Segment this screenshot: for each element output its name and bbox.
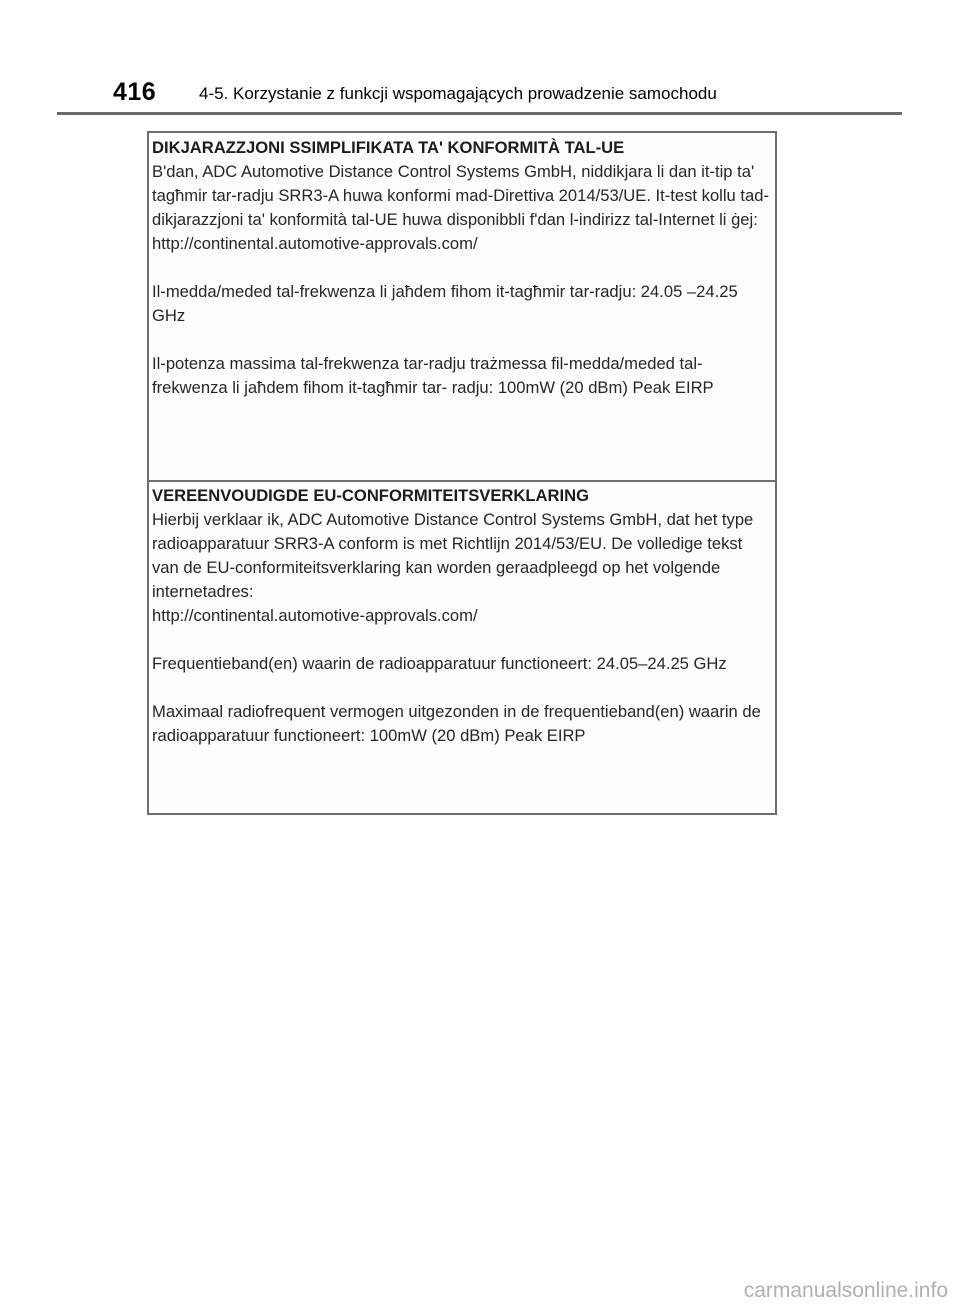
maltese-url-paragraph bbox=[152, 232, 769, 256]
panel-divider bbox=[149, 480, 775, 482]
maltese-heading: DIKJARAZZJONI SSIMPLIFIKATA TA' KONFORMITÀ TAL-UE bbox=[152, 138, 625, 157]
dutch-heading: VEREENVOUDIGDE EU-CONFORMITEITSVERKLARING bbox=[152, 486, 589, 505]
maltese-body: B'dan, ADC Automotive Distance Control Systems GmbH, niddikjara li dan it-tip ta' tagħmir tar-radju SRR3-A huwa konformi mad-Direttiva 2014/53/UE. It-test kollu tad-dikjarazzjoni ta' konformità tal-UE huwa disponibbli f'dan l-indirizz tal-Internet li ġej: bbox=[152, 162, 769, 229]
dutch-body: Hierbij verklaar ik, ADC Automotive Distance Control Systems GmbH, dat het type radioapparatuur SRR3-A conform is met Richtlijn 2014/53/EU. De volledige tekst van de EU-conformiteitsverklaring kan worden geraadpleegd op het volgende internetadres: bbox=[152, 510, 754, 601]
watermark: carmanualsonline.info bbox=[743, 1279, 948, 1302]
maltese-url: http://continental.automotive-approvals.com/ bbox=[152, 234, 478, 253]
dutch-url-paragraph bbox=[152, 604, 769, 628]
dutch-url: http://continental.automotive-approvals.com/ bbox=[152, 606, 478, 625]
maltese-declaration bbox=[149, 136, 775, 400]
page-header bbox=[0, 78, 960, 114]
page-number: 416 bbox=[113, 78, 157, 106]
dutch-frequency: Frequentieband(en) waarin de radioapparatuur functioneert: 24.05–24.25 GHz bbox=[152, 654, 727, 673]
declaration-box bbox=[147, 131, 777, 815]
section-title: 4-5. Korzystanie z funkcji wspomagających prowadzenie samochodu bbox=[199, 84, 717, 103]
dutch-power: Maximaal radiofrequent vermogen uitgezonden in de frequentieband(en) waarin de radioapparatuur functioneert: 100mW (20 dBm) Peak EIRP bbox=[152, 702, 761, 745]
dutch-declaration bbox=[149, 484, 775, 748]
header-rule bbox=[57, 112, 902, 115]
maltese-frequency: Il-medda/meded tal-frekwenza li jaħdem fihom it-tagħmir tar-radju: 24.05 –24.25 GHz bbox=[152, 282, 738, 325]
maltese-power: Il-potenza massima tal-frekwenza tar-radju trażmessa fil-medda/meded tal-frekwenza li jaħdem fihom it-tagħmir tar- radju: 100mW (20 dBm) Peak EIRP bbox=[152, 354, 714, 397]
